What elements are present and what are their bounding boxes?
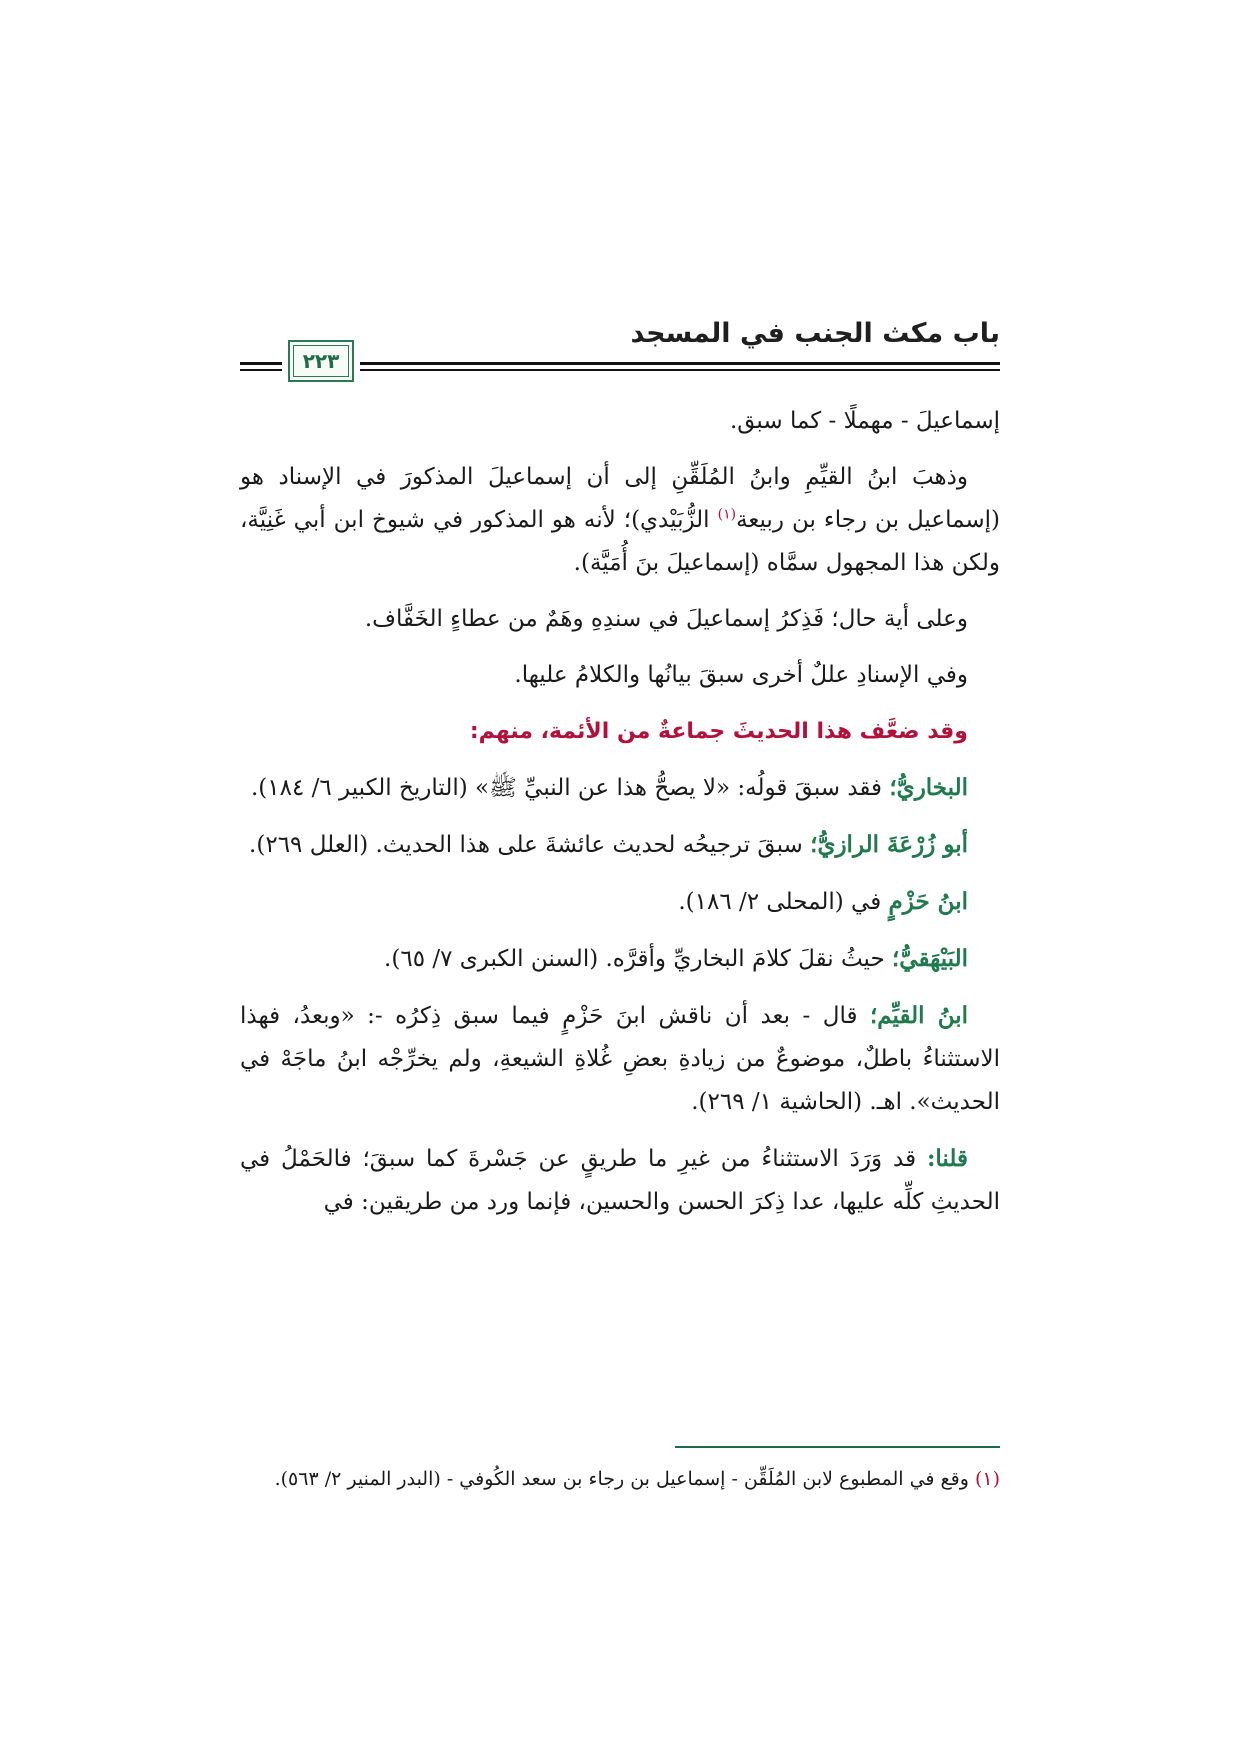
page-number: ٢٢٣ (302, 349, 340, 373)
scholar-name: أبو زُرْعَةَ الرازيُّ؛ (810, 831, 968, 858)
footnote-number: (١) (974, 1468, 1000, 1490)
header-rule (360, 362, 1000, 365)
paragraph: وفي الإسنادِ عللٌ أخرى سبقَ بيانُها والكلامُ عليها. (514, 662, 968, 688)
paragraph (240, 766, 1000, 810)
header-rule-left (240, 362, 282, 365)
paragraph-text: الزُّبَيْدي)؛ لأنه هو المذكور في شيوخ ابن أبي غَنِيَّة، ولكن هذا المجهول سمَّاه (إسماعيلَ بنَ أُمَيَّة). (240, 507, 1000, 576)
authors-note-label: قلنا: (926, 1145, 968, 1172)
paragraph (240, 456, 1000, 585)
paragraph (240, 937, 1000, 981)
footnote-separator (675, 1446, 1000, 1448)
section-heading: وقد ضعَّف هذا الحديثَ جماعةٌ من الأئمة، منهم: (469, 719, 968, 744)
paragraph (240, 823, 1000, 867)
header-rule-left-secondary (240, 369, 282, 371)
paragraph (240, 880, 1000, 924)
paragraph: وعلى أية حال؛ فَذِكرُ إسماعيلَ في سندِهِ وهَمٌ من عطاءٍ الخَفَّاف. (364, 606, 968, 632)
scholar-name: البَيْهَقيُّ؛ (892, 945, 968, 972)
scholar-name: ابنُ القيِّم؛ (869, 1002, 968, 1029)
running-header-title: باب مكث الجنب في المسجد (630, 318, 1000, 349)
paragraph-text: قد وَرَدَ الاستثناءُ من غيرِ ما طريقٍ عن جَسْرةَ كما سبقَ؛ فالحَمْلُ في الحديثِ كلِّه عليها، عدا ذِكرَ الحسن والحسين، فإنما ورد من طريقين: في (240, 1146, 1000, 1215)
paragraph-text: حيثُ نقلَ كلامَ البخاريِّ وأقرَّه. (السنن الكبرى ٧/ ٦٥). (384, 946, 892, 972)
paragraph-text: في (المحلى ٢/ ١٨٦). (678, 889, 889, 915)
scholar-name: ابنُ حَزْمٍ (888, 888, 968, 915)
paragraph: إسماعيلَ - مهملًا - كما سبق. (729, 408, 1000, 434)
header-rule-secondary (360, 369, 1000, 371)
footnote-text: وقع في المطبوع لابن المُلَقِّن - إسماعيل بن رجاء بن سعد الكُوفي - (البدر المنير ٢/ ٥٦٣). (274, 1468, 975, 1490)
footnote (240, 1460, 1000, 1498)
scholar-name: البخاريُّ؛ (889, 774, 968, 801)
main-text (240, 400, 1000, 1237)
footnote-reference[interactable]: (١) (717, 506, 737, 523)
paragraph (240, 1137, 1000, 1224)
paragraph-text: فقد سبقَ قولُه: «لا يصحُّ هذا عن النبيِّ ﷺ» (التاريخ الكبير ٦/ ١٨٤). (250, 775, 890, 801)
page-number-frame (288, 340, 354, 382)
paragraph-text: قال - بعد أن ناقش ابنَ حَزْمٍ فيما سبق ذِكرُه -: «وبعدُ، فهذا الاستثناءُ باطلٌ، موضوعٌ من زيادةِ بعضِ غُلاةِ الشيعةِ، ولم يخرِّجْه ابنُ ماجَهْ في الحديث». اهـ. (الحاشية ١/ ٢٦٩). (240, 1003, 1000, 1115)
paragraph-text: وذهبَ ابنُ القيِّمِ وابنُ المُلَقِّنِ إلى أن إسماعيلَ المذكورَ في الإسناد هو (إسماعيل بن رجاء بن ربيعة (240, 464, 1001, 533)
paragraph-text: سبقَ ترجيحُه لحديث عائشةَ على هذا الحديث. (العلل ٢٦٩). (249, 832, 811, 858)
paragraph (240, 994, 1000, 1124)
